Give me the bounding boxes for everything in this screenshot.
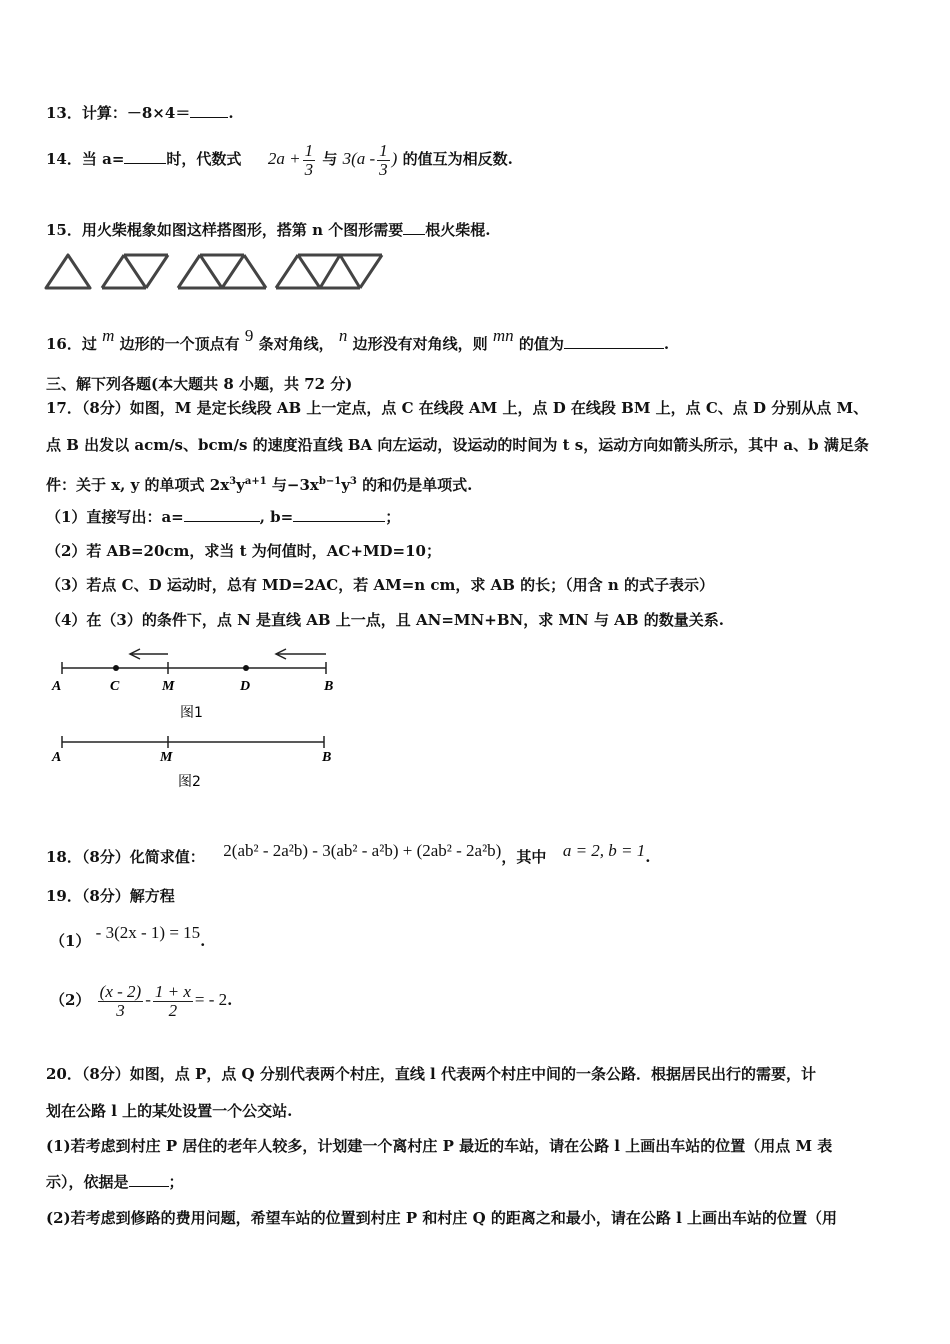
q13-text: 13．计算：－8×4＝ (46, 104, 191, 122)
q18-expression: 2(ab² - 2a²b) - 3(ab² - a²b) + (2ab² - 2a²b) (223, 841, 502, 860)
q17-line2: 点 B 出发以 acm/s、bcm/s 的速度沿直线 BA 向左运动，设运动的时间为 t s，运动方向如箭头所示，其中 a、b 满足条 (46, 436, 869, 454)
matchstick-figure-4 (276, 255, 382, 288)
q16-n: n (338, 326, 348, 345)
figure-1 (0, 640, 400, 730)
fig2-caption: 图2 (178, 774, 201, 790)
matchstick-figure-1 (46, 255, 90, 288)
fig1-label-m: M (162, 679, 175, 694)
q17-part4: （4）在（3）的条件下，点 N 是直线 AB 上一点，且 AN=MN+BN，求 MN 与 AB 的数量关系. (46, 611, 724, 629)
fig2-label-m: M (160, 750, 173, 765)
q19-equation-2: $\frac{(x - 2)}{3}$ - $\frac{1 + x}{2}$ = - 2 (99, 981, 228, 1020)
fig1-label-c: C (110, 679, 120, 694)
q20-line5: (2)若考虑到修路的费用问题，希望车站的位置到村庄 P 和村庄 Q 的距离之和最小，请在公路 l 上画出车站的位置（用 (46, 1209, 838, 1227)
q16-end: . (663, 335, 670, 353)
q17-line1: 17．（8分）如图，M 是定长线段 AB 上一定点，点 C 在线段 AM 上，点 D 在线段 BM 上，点 C、点 D 分别从点 M、 (46, 399, 869, 417)
q18-condition: a = 2, b = 1 (562, 841, 646, 860)
q16-mn: mn (492, 326, 514, 345)
matchstick-figure-3 (178, 255, 266, 288)
q16-pre: 16．过 (46, 335, 97, 353)
q13-end: . (228, 104, 234, 122)
q20-line3: (1)若考虑到村庄 P 居住的老年人较多，计划建一个离村庄 P 最近的车站，请在公路 l 上画出车站的位置（用点 M 表 (46, 1137, 833, 1155)
fig1-label-d: D (240, 679, 251, 694)
q17-part3: （3）若点 C、D 运动时，总有 MD=2AC，若 AM=n cm，求 AB 的长；（用含 n 的式子表示） (46, 576, 715, 594)
fig1-label-b: B (324, 679, 334, 694)
fig2-label-a: A (52, 750, 62, 765)
q17-blank-b[interactable] (293, 507, 385, 522)
fig1-point-d (243, 665, 249, 671)
q16-nine: 9 (244, 326, 254, 345)
q20-line4: 示），依据是 ； (46, 1173, 184, 1191)
q16-t4: 的值为 (518, 335, 564, 353)
q14-mid: 时，代数式 (166, 150, 242, 168)
fig1-label-a: A (52, 679, 62, 694)
matchstick-figures (0, 0, 950, 300)
q14-post: 的值互为相反数. (402, 150, 513, 168)
q14-expr2: 3(a - $\frac{1}{3}$ ) (342, 140, 398, 179)
q16-blank[interactable] (564, 334, 664, 349)
fig1-caption: 图1 (180, 705, 203, 721)
q19-title: 19．（8分）解方程 (46, 887, 175, 905)
q17-blank-a[interactable] (184, 507, 260, 522)
figure-2 (0, 728, 400, 798)
question-16 (46, 318, 669, 362)
matchstick-figure-2 (102, 255, 168, 288)
q15-post: 根火柴棍. (425, 221, 491, 239)
fig1-point-c (113, 665, 119, 671)
question-18 (46, 836, 651, 872)
q16-t1: 边形的一个顶点有 (119, 335, 240, 353)
q20-blank[interactable] (129, 1172, 169, 1187)
q20-line2: 划在公路 l 上的某处设置一个公交站. (46, 1102, 293, 1120)
q16-m: m (102, 326, 115, 345)
q14-expr1: 2a + $\frac{1}{3}$ (267, 140, 314, 179)
q18-end: . (645, 848, 651, 866)
q18-pre: 18．（8分）化简求值： (46, 848, 205, 866)
q19-part1: （1） - 3(2x - 1) = 15. (50, 923, 206, 950)
fig2-label-b: B (322, 750, 332, 765)
section-title: 三、解下列各题(本大题共 8 小题，共 72 分) (46, 375, 353, 393)
q16-t3: 边形没有对角线，则 (352, 335, 488, 353)
q16-t2: 条对角线， (258, 335, 334, 353)
q18-mid: ，其中 (501, 848, 547, 866)
q19-equation-1: - 3(2x - 1) = 15 (95, 923, 201, 942)
q17-part1: （1）直接写出：a= , b= ； (46, 508, 401, 526)
q20-line1: 20．（8分）如图，点 P，点 Q 分别代表两个村庄，直线 l 代表两个村庄中间的一条公路．根据居民出行的需要，计 (46, 1065, 816, 1083)
q14-pre: 14．当 a= (46, 150, 125, 168)
q15-pre: 15．用火柴棍象如图这样搭图形，搭第 n 个图形需要 (46, 221, 404, 239)
q14-conj: 与 (322, 150, 338, 168)
q17-part2: （2）若 AB=20cm，求当 t 为何值时，AC+MD=10； (46, 542, 441, 560)
q19-part2: （2） $\frac{(x - 2)}{3}$ - $\frac{1 + x}{2}$ = - 2. (50, 981, 233, 1020)
q17-line3: 件：关于 x, y 的单项式 $2x^3y^{a+1}$ 与$-3x^{b-1}y^3$ 的和仍是单项式. (46, 476, 473, 494)
